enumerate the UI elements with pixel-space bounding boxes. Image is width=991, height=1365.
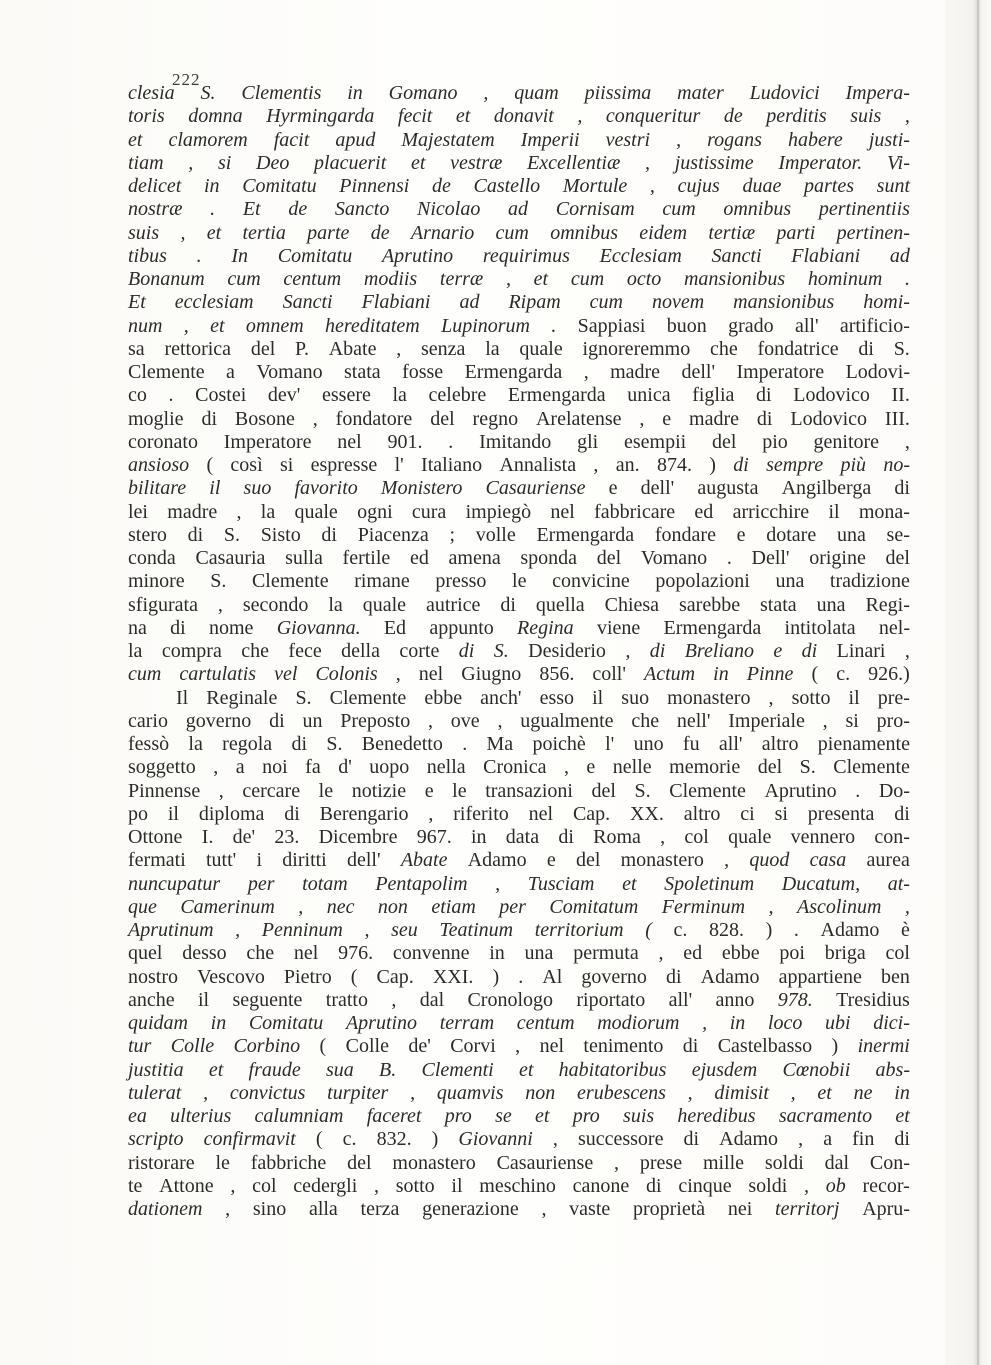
text-line: Pinnense , cercare le notizie e le transazioni del S. Clemente Aprutino . Do- [128,779,910,802]
text-line: nuncupatur per totam Pentapolim , Tusciam et Spoletinum Ducatum, at- [128,872,910,895]
text-line: stero di S. Sisto di Piacenza ; volle Ermengarda fondare e dotare una se- [128,523,910,546]
text-line: que Camerinum , nec non etiam per Comitatum Ferminum , Ascolinum , [128,895,910,918]
text-line: Ottone I. de' 23. Dicembre 967. in data di Roma , col quale vennero con- [128,826,910,848]
text-line: cum cartulatis vel Colonis , nel Giugno 856. coll' Actum in Pinne ( c. 926.) [128,663,910,686]
body-text [128,82,910,1221]
text-line: ristorare le fabbriche del monastero Casauriense , prese mille soldi dal Con- [128,1151,910,1174]
text-line: co . Costei dev' essere la celebre Ermengarda unica figlia di Lodovico II. [128,384,910,407]
text-line: tur Colle Corbino ( Colle de' Corvi , nel tenimento di Castelbasso ) inermi [128,1035,910,1058]
text-line: cario governo di un Preposto , ove , ugualmente che nell' Imperiale , si pro- [128,709,910,732]
text-line: bilitare il suo favorito Monistero Casauriense e dell' augusta Angilberga di [128,477,910,500]
text-line: fessò la regola di S. Benedetto . Ma poichè l' uno fu all' altro pienamente [128,733,910,755]
text-line: sa rettorica del P. Abate , senza la quale ignoreremmo che fondatrice di S. [128,337,910,360]
text-line: conda Casauria sulla fertile ed amena sponda del Vomano . Dell' origine del [128,547,910,569]
text-line: Clemente a Vomano stata fosse Ermengarda , madre dell' Imperatore Lodovi- [128,361,910,383]
text-line: sfigurata , secondo la quale autrice di quella Chiesa sarebbe stata una Regi- [128,593,910,616]
text-line: suis , et tertia parte de Arnario cum omnibus eidem tertiæ parti pertinen- [128,221,910,244]
text-line: soggetto , a noi fa d' uopo nella Cronica , e nelle memorie del S. Clemente [128,756,910,779]
text-line: nostro Vescovo Pietro ( Cap. XXI. ) . Al governo di Adamo appartiene ben [128,965,910,988]
text-line: po il diploma di Berengario , riferito nel Cap. XX. altro ci si presenta di [128,802,910,825]
text-line: Aprutinum , Penninum , seu Teatinum territorium ( c. 828. ) . Adamo è [128,919,910,941]
text-line: nostræ . Et de Sancto Nicolao ad Cornisam cum omnibus pertinentiis [128,198,910,221]
text-line: ea ulterius calumniam faceret pro se et pro suis heredibus sacramento et [128,1105,910,1127]
page-number: 222 [172,70,201,89]
text-line: clesia S. Clementis in Gomano , quam piissima mater Ludovici Impera- [128,82,910,104]
text-line: et clamorem facit apud Majestatem Imperii vestri , rogans habere justi- [128,128,910,151]
text-line: fermati tutt' i diritti dell' Abate Adamo e del monastero , quod casa aurea [128,849,910,872]
text-line: na di nome Giovanna. Ed appunto Regina viene Ermengarda intitolata nel- [128,616,910,639]
page-edge-line [977,0,979,1365]
text-line: anche il seguente tratto , dal Cronologo riportato all' anno 978. Tresidius [128,988,910,1011]
text-line: scripto confirmavit ( c. 832. ) Giovanni , successore di Adamo , a fin di [128,1128,910,1151]
text-line: ansioso ( così si espresse l' Italiano Annalista , an. 874. ) di sempre più no- [128,454,910,476]
text-line: moglie di Bosone , fondatore del regno Arelatense , e madre di Lodovico III. [128,407,910,430]
text-line: tiam , si Deo placuerit et vestræ Excellentiæ , justissime Imperator. Vi- [128,151,910,174]
text-line: quel desso che nel 976. convenne in una permuta , ed ebbe poi briga col [128,942,910,965]
text-line: Bonanum cum centum modiis terræ , et cum octo mansionibus hominum . [128,268,910,290]
text-line: justitia et fraude sua B. Clementi et habitatoribus ejusdem Cœnobii abs- [128,1058,910,1081]
text-line: toris domna Hyrmingarda fecit et donavit , conqueritur de perditis suis , [128,105,910,128]
page-edge [945,0,991,1365]
text-line: te Attone , col cedergli , sotto il meschino canone di cinque soldi , ob recor- [128,1174,910,1197]
text-line: tibus . In Comitatu Aprutino requirimus Ecclesiam Sancti Flabiani ad [128,244,910,267]
text-line: minore S. Clemente rimane presso le convicine popolazioni una tradizione [128,570,910,593]
text-line: quidam in Comitatu Aprutino terram centum modiorum , in loco ubi dici- [128,1012,910,1034]
text-line: tulerat , convictus turpiter , quamvis non erubescens , dimisit , et ne in [128,1081,910,1104]
text-line: Et ecclesiam Sancti Flabiani ad Ripam cum novem mansionibus homi- [128,291,910,314]
text-line: lei madre , la quale ogni cura impiegò nel fabbricare ed arricchire il mona- [128,500,910,523]
text-line: dationem , sino alla terza generazione , vaste proprietà nei territorj Apru- [128,1198,910,1220]
text-line: Il Reginale S. Clemente ebbe anch' esso il suo monastero , sotto il pre- [176,686,910,709]
text-line: delicet in Comitatu Pinnensi de Castello Mortule , cujus duae partes sunt [128,175,910,197]
text-line: num , et omnem hereditatem Lupinorum . Sappiasi buon grado all' artificio- [128,314,910,337]
text-line: coronato Imperatore nel 901. . Imitando gli esempii del pio genitore , [128,430,910,453]
text-line: la compra che fece della corte di S. Desiderio , di Breliano e di Linari , [128,640,910,662]
